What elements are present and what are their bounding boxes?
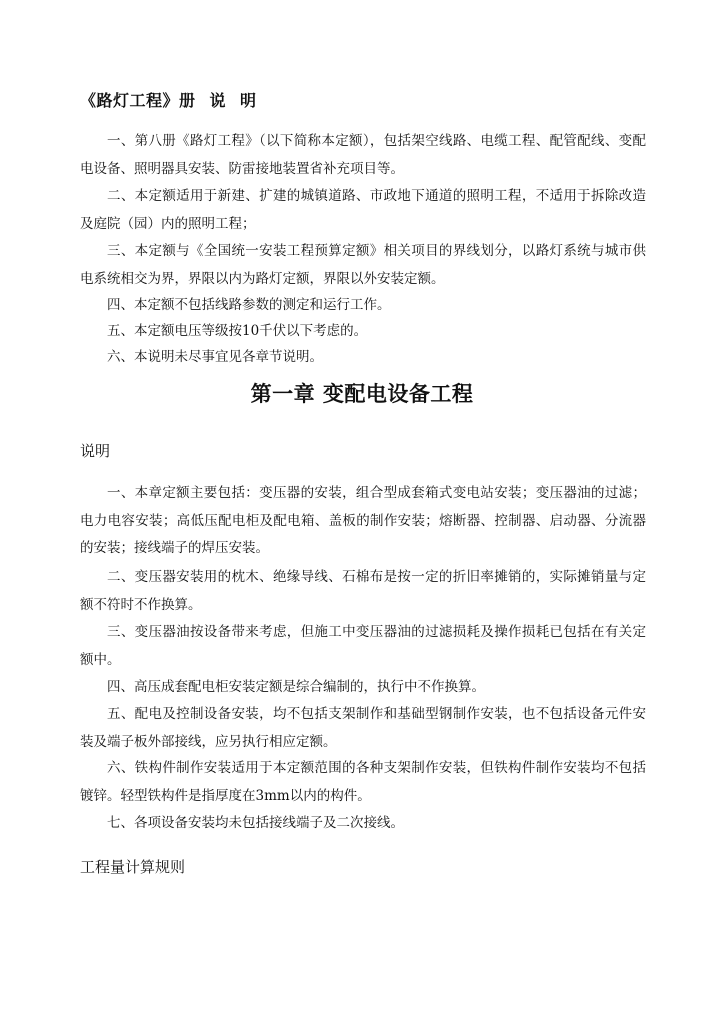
book-paragraph-6: 六、本说明未尽事宜见各章节说明。 (107, 349, 323, 365)
book-title-word1: 说 (209, 91, 227, 110)
chapter-title: 第一章 变配电设备工程 (250, 382, 474, 406)
chapter-paragraph-5: 五、配电及控制设备安装，均不包括支架制作和基础型钢制作安装，也不包括设备元件安装及端子板外部接线，应另执行相应定额。 (80, 706, 646, 750)
chapter-notes-heading: 说明 (80, 442, 111, 460)
chapter-paragraph-3: 三、变压器油按设备带来考虑，但施工中变压器油的过滤损耗及操作损耗已包括在有关定额中。 (80, 624, 646, 668)
book-title-word2: 明 (240, 91, 257, 110)
book-notes-title (80, 88, 257, 111)
book-title-main: 《路灯工程》册 (80, 91, 196, 110)
chapter-paragraph-4: 四、高压成套配电柜安装定额是综合编制的，执行中不作换算。 (107, 679, 485, 695)
calculation-rules-heading: 工程量计算规则 (80, 858, 186, 876)
chapter-paragraph-7: 七、各项设备安装均未包括接线端子及二次接线。 (107, 815, 404, 831)
book-paragraph-4: 四、本定额不包括线路参数的测定和运行工作。 (107, 297, 391, 313)
book-paragraph-1: 一、第八册《路灯工程》（以下简称本定额），包括架空线路、电缆工程、配管配线、变配电设备、照明器具安装、防雷接地装置省补充项目等。 (80, 133, 646, 177)
chapter-paragraph-2: 二、变压器安装用的枕木、绝缘导线、石棉布是按一定的折旧率摊销的，实际摊销量与定额不符时不作换算。 (80, 569, 646, 613)
chapter-paragraph-6: 六、铁构件制作安装适用于本定额范围的各种支架制作安装，但铁构件制作安装均不包括镀锌。轻型铁构件是指厚度在3mm以内的构件。 (80, 760, 646, 804)
book-paragraph-5: 五、本定额电压等级按10千伏以下考虑的。 (107, 323, 368, 339)
book-paragraph-2: 二、本定额适用于新建、扩建的城镇道路、市政地下通道的照明工程，不适用于拆除改造及庭院（园）内的照明工程； (80, 188, 646, 232)
chapter-paragraph-1: 一、本章定额主要包括：变压器的安装，组合型成套箱式变电站安装；变压器油的过滤；电力电容安装；高低压配电柜及配电箱、盖板的制作安装；熔断器、控制器、启动器、分流器的安装；接线端子的焊压安装。 (80, 485, 646, 556)
book-paragraph-3: 三、本定额与《全国统一安装工程预算定额》相关项目的界线划分，以路灯系统与城市供电系统相交为界，界限以内为路灯定额，界限以外安装定额。 (80, 243, 646, 287)
